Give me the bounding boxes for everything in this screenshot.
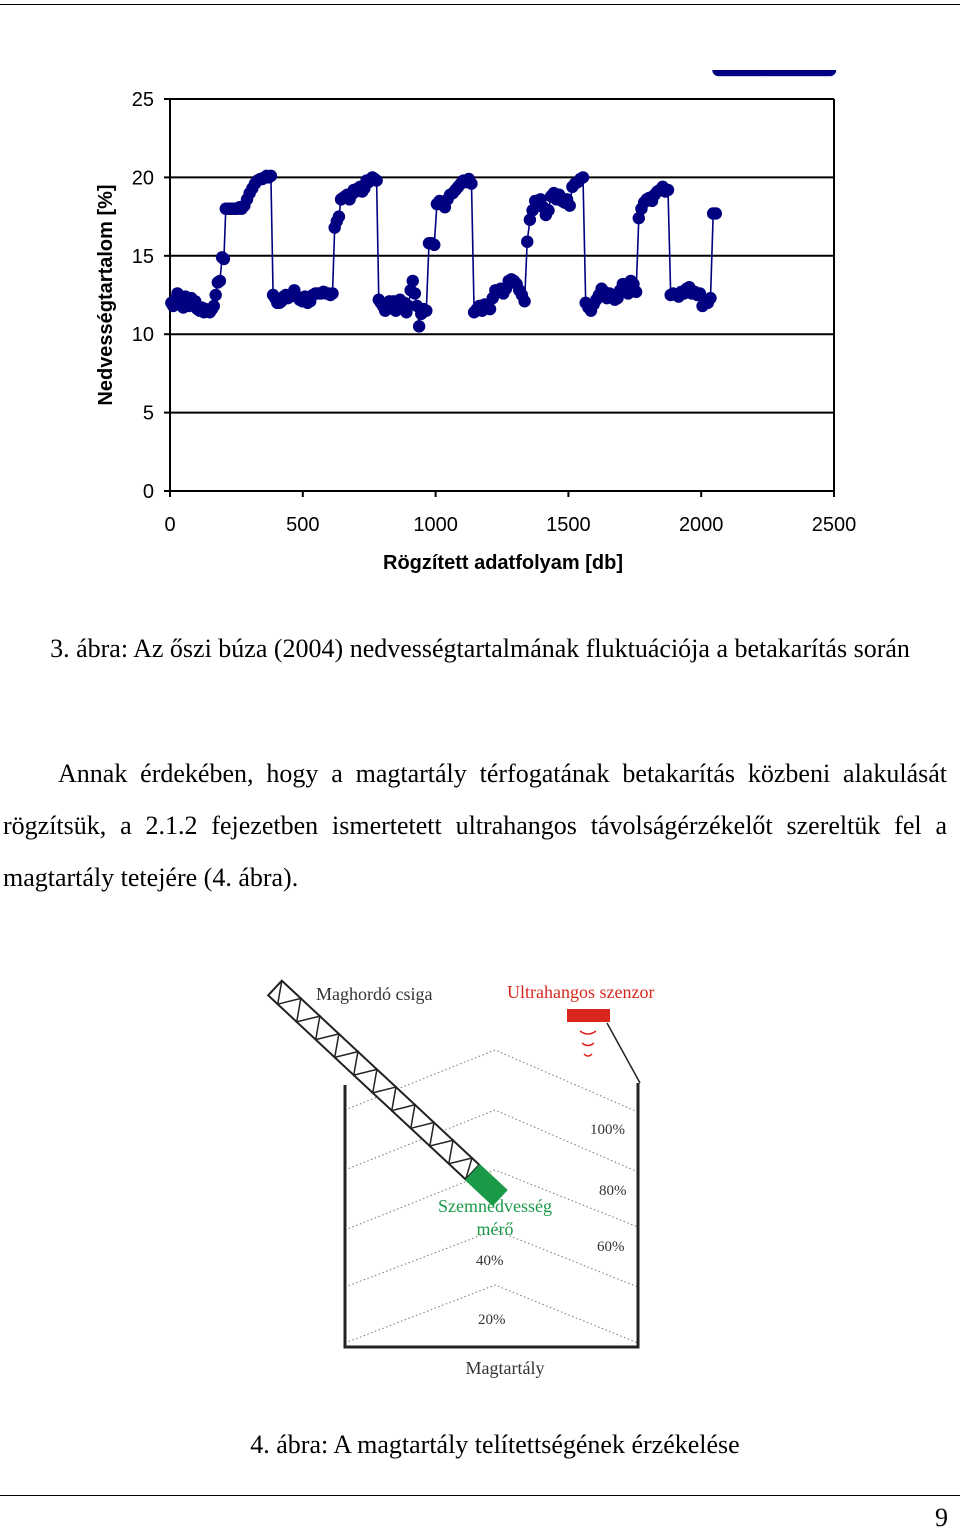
x-tick-label-4: 2000 — [678, 514, 724, 536]
x-tick-label-3: 1500 — [546, 514, 591, 536]
data-point — [420, 304, 432, 316]
body-paragraph: Annak érdekében, hogy a magtartály térfogatának betakarítás közbeni alakulását rögzítsük, a 2.1.2 fejezetben ismertetett ultrahangos távolságérzékelőt szereltük fel a magtartály tetejére (4. ábra). — [3, 759, 947, 892]
y-tick-label-1: 5 — [142, 402, 154, 425]
data-point — [710, 207, 722, 219]
data-point — [662, 184, 674, 196]
data-point — [333, 210, 345, 222]
level-label-80: 80% — [599, 1183, 627, 1199]
data-point — [208, 300, 220, 312]
tank-label: Magtartály — [465, 1358, 545, 1378]
data-point — [484, 303, 496, 315]
x-tick-label-0: 0 — [164, 514, 176, 536]
data-point — [409, 287, 421, 299]
data-point — [218, 253, 230, 265]
level-line-80 — [345, 1110, 638, 1172]
data-point — [209, 289, 221, 301]
ultrasonic-sensor — [567, 1009, 610, 1022]
page-number: 9 — [935, 1503, 948, 1532]
chart-x-axis-label: Rögzített adatfolyam [db] — [383, 552, 623, 574]
x-tick-label-5: 2500 — [811, 514, 857, 536]
data-point — [518, 295, 530, 307]
data-point — [564, 199, 576, 211]
data-point — [326, 287, 338, 299]
level-label-40: 40% — [476, 1253, 504, 1269]
level-label-100: 100% — [590, 1122, 625, 1138]
data-point — [413, 320, 425, 332]
data-point — [521, 235, 533, 247]
data-point — [704, 292, 716, 304]
auger — [267, 980, 507, 1206]
auger-label: Maghordó csiga — [316, 984, 433, 1004]
y-tick-label-3: 15 — [131, 245, 154, 268]
figure4-caption: 4. ábra: A magtartály telítettségének érzékelése — [250, 1430, 740, 1459]
data-point — [407, 275, 419, 287]
x-tick-label-2: 1000 — [413, 514, 458, 536]
moisture-meter-label-2: mérő — [476, 1219, 514, 1239]
data-point — [542, 204, 554, 216]
sensor-waves — [580, 1031, 596, 1056]
top-rule — [0, 4, 960, 5]
data-point — [265, 170, 277, 182]
y-tick-label-2: 10 — [131, 324, 154, 347]
level-label-60: 60% — [597, 1239, 625, 1255]
data-point — [465, 177, 477, 189]
figure3-caption: 3. ábra: Az őszi búza (2004) nedvességtartalmának fluktuációja a betakarítás során — [50, 634, 910, 663]
chart-series-points — [165, 70, 836, 333]
data-point — [577, 171, 589, 183]
x-tick-label-1: 500 — [286, 514, 320, 536]
sensor-leader-line — [607, 1023, 640, 1083]
data-point — [428, 239, 440, 251]
level-label-20: 20% — [478, 1312, 506, 1328]
moisture-meter-label: Szemnedvesség — [438, 1196, 552, 1216]
body-paragraph-block — [3, 748, 947, 904]
tank-diagram — [255, 965, 705, 1395]
y-tick-label-5: 25 — [131, 89, 154, 111]
sensor-label: Ultrahangos szenzor — [507, 982, 655, 1002]
bottom-rule — [0, 1495, 960, 1496]
moisture-chart — [0, 70, 960, 590]
data-point — [630, 286, 642, 298]
chart-y-axis-label: Nedvességtartalom [%] — [95, 184, 117, 406]
data-point — [370, 174, 382, 186]
chart-grid — [170, 99, 834, 413]
data-point — [214, 275, 226, 287]
y-tick-label-4: 20 — [131, 167, 154, 190]
y-tick-label-0: 0 — [142, 481, 154, 503]
